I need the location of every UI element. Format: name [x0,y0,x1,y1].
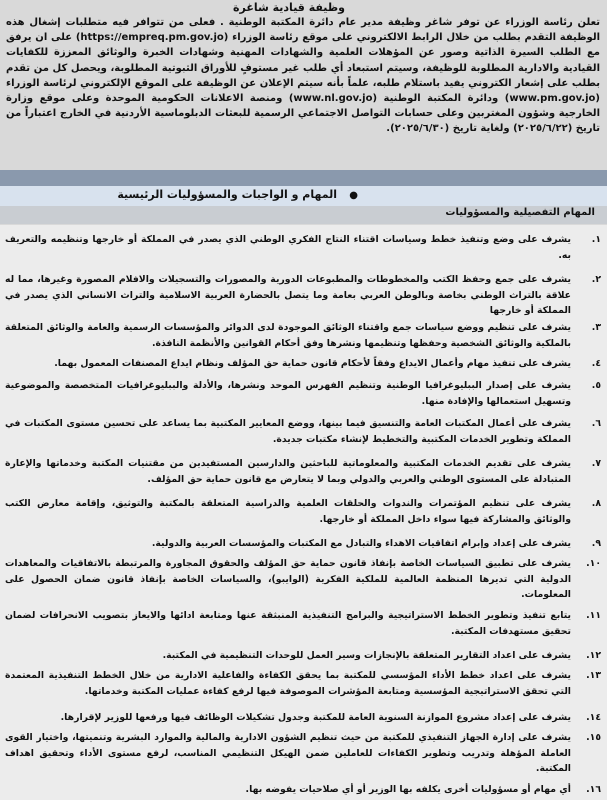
duty-text: يشرف على تنظيم ووضع سياسات جمع واقتناء الوثائق الموجودة لدى الدوائر والمؤسسات الرسمية والعامة والوثائق المتعلقة بالملكية والوثائق الشخصية وحفظها وتنظيمها ونشرها وفق أحكام القوانين والأنظمة النافذة. [5,322,571,349]
duty-item [5,416,601,447]
duty-text: يشرف على إعداد مشروع الموازنة السنوية العامة للمكتبة وجدول تشكيلات الوظائف فيها ورفعها للوزير لإقرارها. [60,712,571,723]
duty-text: يشرف على تنفيذ مهام وأعمال الايداع وفقاً لأحكام قانون حماية حق المؤلف ونظام ايداع المصنفات المعمول بهما. [54,358,571,369]
duty-text: يشرف على تقديم الخدمات المكتبية والمعلوماتية للباحثين والدارسين المستفيدين من مقتنيات المكتبة وخدماتها والإعارة المتبادلة على المستوى الوطني والعربي والدولي وبما لا يتعارض مع قانون حماية حق المؤلف. [5,458,571,485]
duty-item [5,320,601,351]
section-title: المهام و الواجبات والمسؤوليات الرئيسية [117,188,337,201]
duty-item [5,378,601,409]
duty-text: أي مهام أو مسؤوليات أخرى يكلفه بها الوزير أو أي صلاحيات يفوضه بها. [245,784,571,795]
duty-number: ٥. [591,380,601,391]
duty-item [5,782,601,798]
duty-number: ٤. [591,358,601,369]
subsection-title: المهام التفصيلية والمسؤوليات [445,207,595,218]
duty-text: يشرف على جمع وحفظ الكتب والمخطوطات والمطبوعات الدورية والمصورات والتسجيلات والافلام المصورة وغيرها، مما له علاقة بالتراث الوطني بخاصة وبالوطن العربي بعامة وما يتصل بالحضارة العربية الاسلامية والتراث الانساني الذي يصدر في المملكة أو خارجها [5,274,571,316]
duty-number: ١٠. [586,558,601,569]
announcement-title: وظيفة قيادية شاغرة [232,1,345,14]
duty-item [5,710,601,726]
duty-item [5,536,601,552]
duty-item [5,356,601,372]
duty-number: ٨. [591,498,601,509]
duty-number: ٩. [591,538,601,549]
duty-text: يشرف على إصدار الببليوغرافيا الوطنية وتنظيم الفهرس الموحد ونشرها، والأدلة والببليوغرافيات المتخصصة والموضوعية وتسهيل استعمالها والإفادة منها. [5,380,571,407]
duty-number: ١١. [586,610,601,621]
duty-item [5,608,601,639]
duty-number: ٦. [591,418,601,429]
duty-text: يشرف على تطبيق السياسات الخاصة بإنفاذ قانون حماية حق المؤلف والحقوق المجاورة والمرتبطة بالاتفاقيات والمعاهدات الدولية التي تديرها المنظمة العالمية للملكية الفكرية (الوايبو)، والسياسات الخاصة بإنفاذ قانون ضمان الحصول على المعلومات. [5,558,571,600]
duty-number: ٣. [591,322,601,333]
duty-item [5,648,601,664]
duty-number: ١. [591,234,601,245]
duty-item [5,730,601,777]
duty-text: يشرف على أعمال المكتبات العامة والتنسيق فيما بينها، ووضع المعايير المكتبية بما يساعد على تحسين مستوى المكتبات في المملكة وتطوير الخدمات المكتبية والتخطيط لإنشاء مكتبات جديدة. [5,418,571,445]
duty-number: ١٣. [586,670,601,681]
intro-paragraph: تعلن رئاسة الوزراء عن توفر شاغر وظيفة مدير عام دائرة المكتبة الوطنية . فعلى من تتوافر فيه متطلبات إشغال هذه الوظيفة التقدم بطلب من خلال الرابط الالكتروني على موقع رئاسة الوزراء (https://empreq.pm.gov.jo) على ان يرفق مع الطلب السيرة الذاتية وصور عن المؤهلات العلمية والشهادات المهنية وشهادات الخبرة والوثائق المعززة للكفايات القيادية والادارية المطلوبة للوظيفة، وسيتم استبعاد أي طلب غير مستوفٍ للأوراق الثبوتية المطلوبة، ويحصل كل من تقدم بطلب على إشعار الكتروني يفيد باستلام طلبه، علماً بأنه سيتم الإعلان عن الوظيفة على الموقع الإلكتروني لرئاسة الوزراء (www.pm.gov.jo) ودائرة المكتبة الوطنية (www.nl.gov.jo) ومنصة الاعلانات الحكومية الموحدة وعلى موقع وزارة الخارجية وشؤون المغتربين وعلى حسابات التواصل الاجتماعي الرسمية للبعثات الدبلوماسية الأردنية في الخارج اعتباراً من تاريخ (٢٠٢٥/٦/٢٢) ولغاية تاريخ (٢٠٢٥/٦/٣٠). [6,17,601,135]
duty-item [5,496,601,527]
duty-item [5,232,601,263]
header-banner [0,170,607,186]
duty-number: ١٤. [586,712,601,723]
duty-text: يشرف على إدارة الجهاز التنفيذي للمكتبة من حيث تنظيم الشؤون الادارية والمالية والموارد البشرية وتنميتها، واختيار القوى العاملة المؤهلة وتدريب وتطوير الكفاءات للعاملين ضمن الهيكل التنظيمي المناسب، لرفع مستوى الأداء وتحقيق اهداف المكتبة. [5,732,571,774]
duty-number: ١٦. [586,784,601,795]
duty-number: ١٥. [586,732,601,743]
duty-text: يشرف على وضع وتنفيذ خطط وسياسات اقتناء النتاج الفكري الوطني الذي يصدر في المملكة أو خارجها وتنظيمه والتعريف به. [5,234,571,261]
duty-text: يتابع تنفيذ وتطوير الخطط الاستراتيجية والبرامج التنفيذية المنبثقة عنها ومتابعة ادائها والايعاز بتصويب الانحرافات لضمان تحقيق مستهدفات المكتبة. [5,610,571,637]
duty-number: ٢. [591,274,601,285]
duty-item [5,556,601,603]
duty-text: يشرف على تنظيم المؤتمرات والندوات والحلقات العلمية والدراسية المتعلقة بالمكتبة والتوثيق، وإقامة معارض الكتب والوثائق والمشاركة فيها سواء داخل المملكة أو خارجها. [5,498,571,525]
duty-number: ٧. [591,458,601,469]
duties-area [0,225,607,800]
bullet-icon: ● [349,190,358,201]
duty-text: يشرف على اعداد خطط الأداء المؤسسي للمكتبة بما يحقق الكفاءة والفاعلية الادارية من خلال الخطط التنفيذية المعتمدة التي تحقق الاستراتيجية المؤسسية ومتابعة المؤشرات الموصوفة فيها لرفع كفاءة عمليات المكتبة وخدماتها. [5,670,571,697]
duty-item [5,272,601,319]
duty-text: يشرف على اعداد التقارير المتعلقة بالإنجازات وسير العمل للوحدات التنظيمية في المكتبة. [162,650,571,661]
duty-number: ١٢. [586,650,601,661]
duty-item [5,668,601,699]
duty-text: يشرف على إعداد وإبرام اتفاقيات الاهداء والتبادل مع المكتبات والمؤسسات العربية والدولية. [151,538,571,549]
duty-item [5,456,601,487]
